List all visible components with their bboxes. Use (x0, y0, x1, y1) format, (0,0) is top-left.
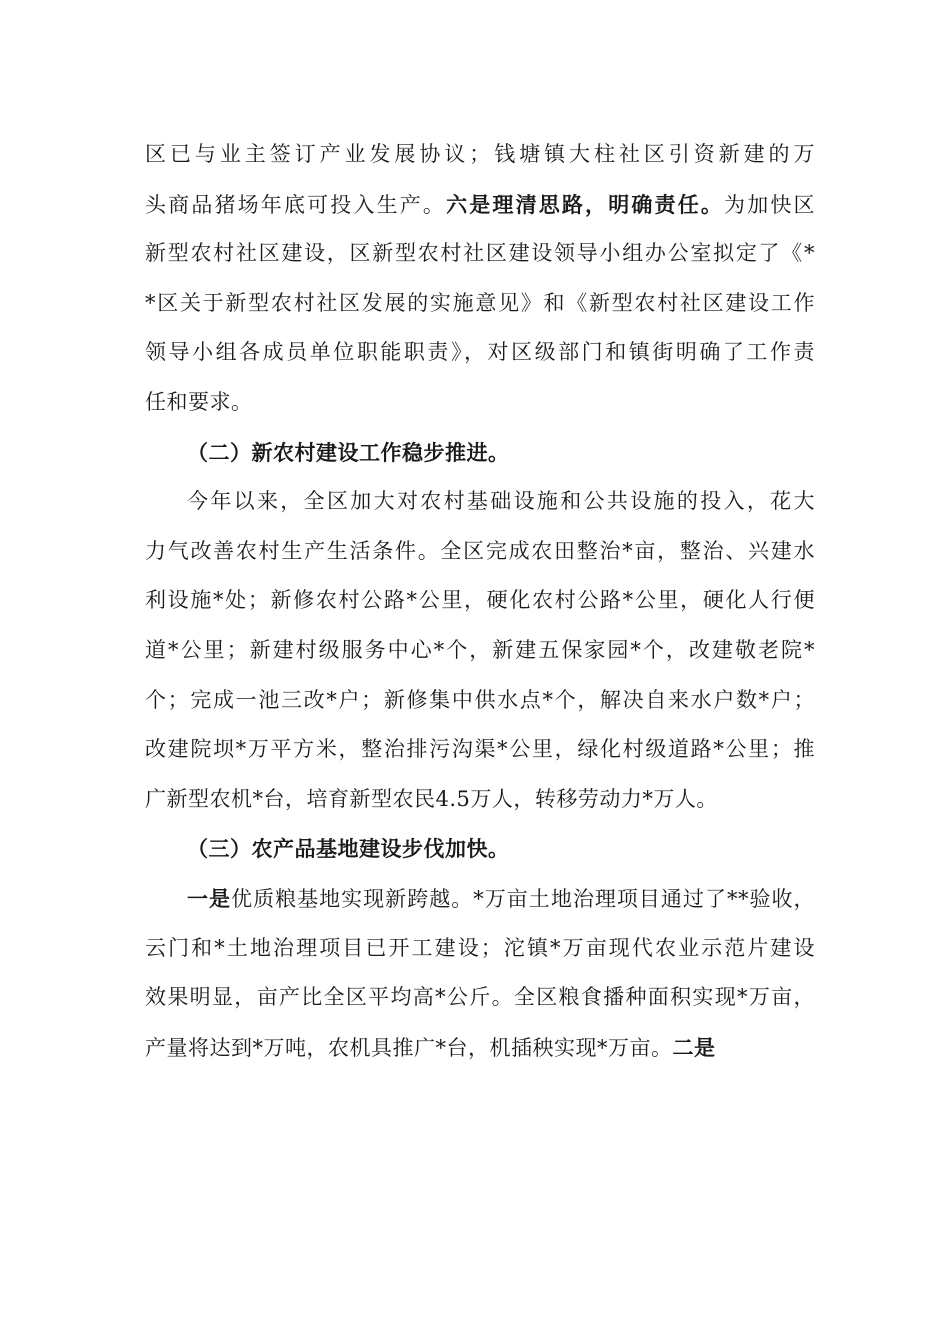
text-line (145, 576, 815, 626)
text-span: 优质粮基地实现新跨越。*万亩土地治理项目通过了**验收， (231, 886, 816, 911)
text-line (145, 328, 815, 378)
bold-phrase: 六是理清思路，明确责任。 (446, 191, 725, 217)
text-span: 新型农村社区建设，区新型农村社区建设领导小组办公室拟定了《* (145, 241, 815, 266)
text-line (145, 477, 815, 527)
text-line (145, 1023, 815, 1073)
text-line (145, 279, 815, 329)
text-line (145, 924, 815, 974)
section-heading (145, 824, 815, 874)
text-span: 区已与业主签订产业发展协议；钱塘镇大柱社区引资新建的万 (145, 142, 815, 166)
bold-phrase: 二是 (672, 1034, 716, 1060)
text-span: 云门和*土地治理项目已开工建设；沱镇*万亩现代农业示范片建设 (145, 935, 815, 960)
heading-text: （三）农产品基地建设步伐加快。 (187, 836, 510, 862)
text-line (145, 775, 815, 825)
section-heading (145, 428, 815, 478)
text-line (145, 973, 815, 1023)
text-line (145, 180, 815, 230)
text-span: 任和要求。 (145, 389, 253, 414)
text-line (145, 378, 815, 428)
text-line (145, 527, 815, 577)
text-span: 广新型农机*台，培育新型农民4.5万人，转移劳动力*万人。 (145, 786, 718, 811)
bold-phrase: 一是 (187, 885, 232, 911)
text-span: 改建院坝*万平方米，整治排污沟渠*公里，绿化村级道路*公里；推 (145, 737, 815, 762)
document-body (145, 130, 815, 1072)
text-span: 产量将达到*万吨，农机具推广*台，机插秧实现*万亩。 (145, 1035, 673, 1060)
text-line (145, 130, 815, 180)
text-line (145, 676, 815, 726)
text-span: 为加快区 (724, 192, 816, 217)
text-line (145, 626, 815, 676)
text-line (145, 874, 815, 924)
text-line (145, 229, 815, 279)
text-line (145, 725, 815, 775)
text-span: *区关于新型农村社区发展的实施意见》和《新型农村社区建设工作 (145, 290, 815, 315)
text-span: 今年以来，全区加大对农村基础设施和公共设施的投入，花大 (187, 489, 815, 514)
text-span: 道*公里；新建村级服务中心*个，新建五保家园*个，改建敬老院* (145, 637, 815, 662)
text-span: 领导小组各成员单位职能职责》，对区级部门和镇街明确了工作责 (145, 340, 815, 365)
text-span: 个；完成一池三改*户；新修集中供水点*个，解决自来水户数*户； (145, 687, 815, 712)
text-span: 利设施*处；新修农村公路*公里，硬化农村公路*公里，硬化人行便 (145, 588, 815, 613)
text-span: 效果明显，亩产比全区平均高*公斤。全区粮食播种面积实现*万亩， (145, 985, 815, 1010)
text-span: 力气改善农村生产生活条件。全区完成农田整治*亩，整治、兴建水 (145, 538, 815, 563)
heading-text: （二）新农村建设工作稳步推进。 (187, 439, 510, 465)
text-span: 头商品猪场年底可投入生产。 (145, 192, 447, 217)
